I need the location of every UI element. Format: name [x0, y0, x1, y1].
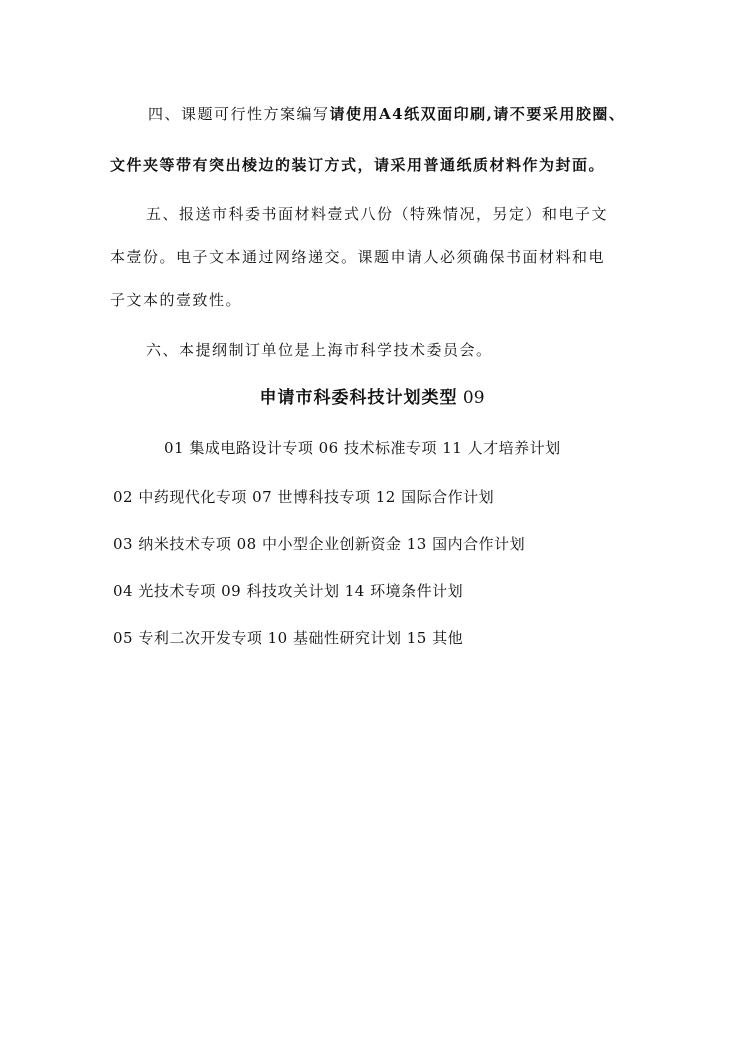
plan-type-line: 04 光技术专项 09 科技攻关计划 14 环境条件计划	[113, 582, 464, 600]
paragraph-5-line-3: 子文本的壹致性。	[110, 291, 243, 309]
plan-type-line: 02 中药现代化专项 07 世博科技专项 12 国际合作计划	[113, 488, 495, 506]
plan-type-line: 03 纳米技术专项 08 中小型企业创新资金 13 国内合作计划	[113, 535, 526, 553]
paragraph-4-line-1	[148, 89, 625, 140]
paragraph-6-line-1: 六、本提纲制订单位是上海市科学技术委员会。	[146, 341, 493, 359]
section-title: 申请市科委科技计划类型	[259, 388, 458, 408]
plan-type-line: 01 集成电路设计专项 06 技术标准专项 11 人才培养计划	[164, 439, 561, 457]
section-heading	[0, 383, 744, 408]
paragraph-5-line-1: 五、报送市科委书面材料壹式八份（特殊情况，另定）和电子文	[146, 205, 609, 223]
section-title-number: 09	[462, 388, 485, 408]
paragraph-5-line-2: 本壹份。电子文本通过网络递交。课题申请人必须确保书面材料和电	[110, 248, 606, 266]
plan-type-line: 05 专利二次开发专项 10 基础性研究计划 15 其他	[113, 629, 464, 647]
paragraph-4-line-2: 文件夹等带有突出棱边的装订方式，请采用普通纸质材料作为封面。	[110, 156, 606, 174]
paragraph-4-text: 四、课题可行性方案编写	[148, 105, 330, 123]
paragraph-4-bold-text: 请使用A4纸双面印刷,请不要采用胶圈、	[329, 105, 626, 123]
